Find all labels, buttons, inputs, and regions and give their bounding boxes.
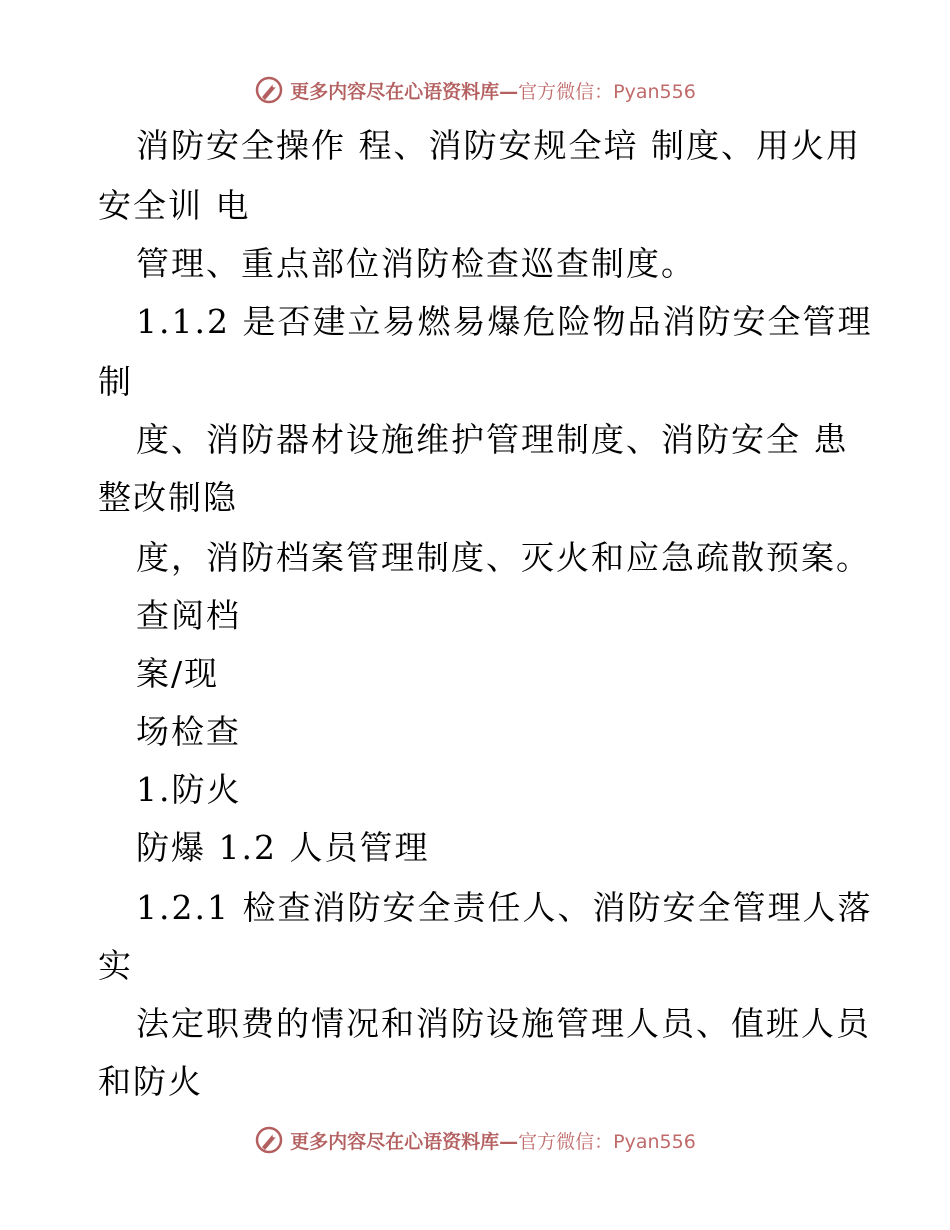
watermark-text [290,77,696,104]
text-line: 和防火 [98,1062,203,1101]
text-line: 制 [98,362,133,401]
text-line: 度、消防器材设施维护管理制度、消防安全 患 [136,420,849,459]
header-watermark [0,70,950,110]
watermark-main: 更多内容尽在心语资料库— [290,80,519,103]
text-line: 1.防火 [136,770,242,809]
text-line: 管理、重点部位消防检查巡查制度。 [136,244,696,283]
watermark-wechat: 官方微信：Pyan556 [518,80,696,103]
footer-watermark [0,1120,950,1160]
watermark-text [290,1127,696,1154]
text-line: 安全训 电 [98,186,251,225]
text-line: 度，消防档案管理制度、灭火和应急疏散预案。 [136,538,871,577]
pen-nib-circle-icon [254,1125,284,1155]
pen-nib-circle-icon [254,75,284,105]
text-line: 实 [98,946,133,985]
text-line: 1.2.1 检查消防安全责任人、消防安全管理人落 [136,888,873,927]
text-line: 1.1.2 是否建立易燃易爆危险物品消防安全管理 [136,302,873,341]
text-line: 整改制隐 [98,478,238,517]
text-line: 法定职费的情况和消防设施管理人员、值班人员 [136,1004,871,1043]
text-line: 消防安全操作 程、消防安规全培 制度、用火用 [136,126,861,165]
watermark-wechat: 官方微信：Pyan556 [518,1130,696,1153]
text-line: 案/现 [136,654,220,693]
text-line: 防爆 1.2 人员管理 [136,828,430,867]
watermark-main: 更多内容尽在心语资料库— [290,1130,519,1153]
text-line: 场检查 [136,712,241,751]
text-line: 查阅档 [136,596,241,635]
